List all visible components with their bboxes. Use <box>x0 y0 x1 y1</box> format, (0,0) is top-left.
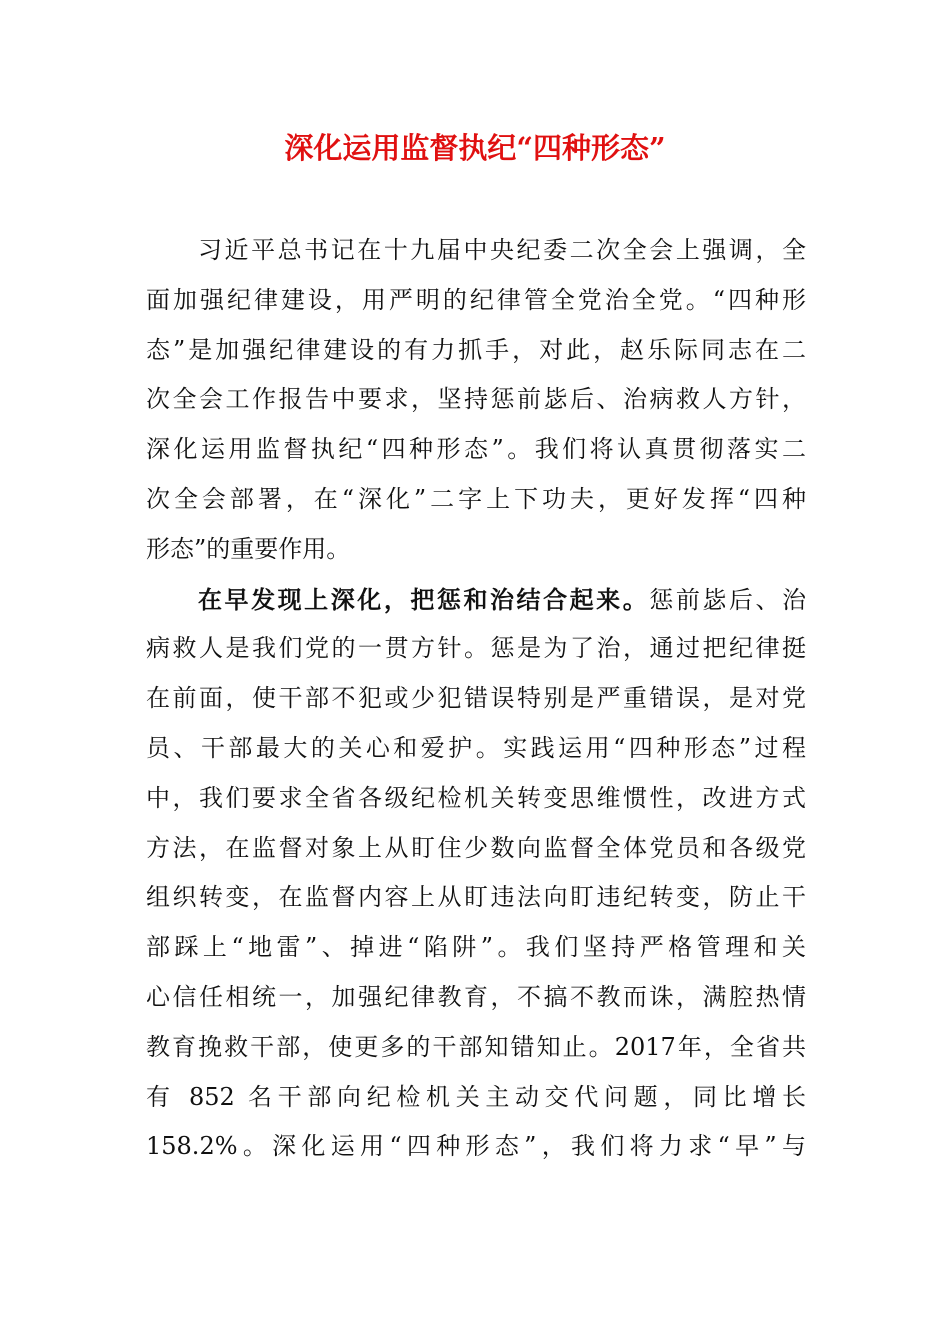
text-line: 次全会工作报告中要求，坚持惩前毖后、治病救人方针， <box>146 385 806 414</box>
text-line: 次全会部署，在“深化”二字上下功夫，更好发挥“四种 <box>146 484 806 513</box>
text-line: 有 852 名干部向纪检机关主动交代问题，同比增长 <box>146 1082 806 1111</box>
text-line: 方法，在监督对象上从盯住少数向监督全体党员和各级党 <box>146 833 806 862</box>
paragraph-heading: 在早发现上深化，把惩和治结合起来。 <box>198 584 650 614</box>
text-line: 教育挽救干部，使更多的干部知错知止。2017年，全省共 <box>146 1032 806 1061</box>
document-body <box>146 226 806 1172</box>
text-line <box>146 575 806 625</box>
text-line: 员、干部最大的关心和爱护。实践运用“四种形态”过程 <box>146 733 806 762</box>
text-line: 158.2%。深化运用“四种形态”，我们将力求“早”与 <box>146 1132 806 1161</box>
paragraph-heading-rest: 惩前毖后、治 <box>649 585 807 614</box>
text-line: 习近平总书记在十九届中央纪委二次全会上强调，全 <box>198 236 806 264</box>
text-line: 病救人是我们党的一贯方针。惩是为了治，通过把纪律挺 <box>146 634 806 663</box>
text-line: 组织转变，在监督内容上从盯违法向盯违纪转变，防止干 <box>146 883 806 912</box>
paragraph-1 <box>146 226 806 575</box>
text-line: 在前面，使干部不犯或少犯错误特别是严重错误，是对党 <box>146 684 806 713</box>
paragraph-2 <box>146 575 806 1173</box>
text-line: 形态”的重要作用。 <box>146 534 351 563</box>
text-line: 态”是加强纪律建设的有力抓手，对此，赵乐际同志在二 <box>146 335 806 364</box>
document-title: 深化运用监督执纪“四种形态” <box>284 131 666 165</box>
text-line: 心信任相统一，加强纪律教育，不搞不教而诛，满腔热情 <box>146 982 806 1011</box>
text-line: 中，我们要求全省各级纪检机关转变思维惯性，改进方式 <box>146 783 806 812</box>
text-line: 面加强纪律建设，用严明的纪律管全党治全党。“四种形 <box>146 285 806 314</box>
text-line: 深化运用监督执纪“四种形态”。我们将认真贯彻落实二 <box>146 435 806 464</box>
text-line: 部踩上“地雷”、掉进“陷阱”。我们坚持严格管理和关 <box>146 933 806 962</box>
